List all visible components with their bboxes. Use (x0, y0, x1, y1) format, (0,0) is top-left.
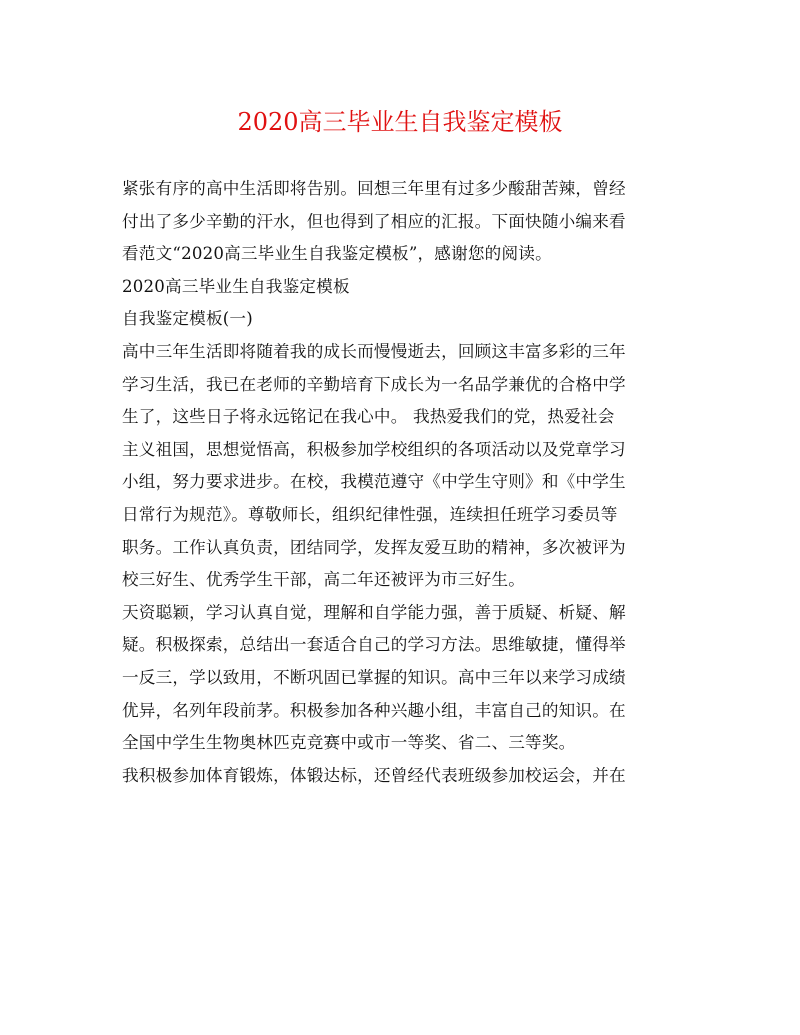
paragraph-line: 主义祖国，思想觉悟高，积极参加学校组织的各项活动以及党章学习 (122, 439, 626, 459)
paragraph-line: 生了，这些日子将永远铭记在我心中。 我热爱我们的党，热爱社会 (122, 407, 615, 427)
paragraph-line: 校三好生、优秀学生干部，高二年还被评为市三好生。 (122, 570, 526, 590)
paragraph-line: 学习生活，我已在老师的辛勤培育下成长为一名品学兼优的合格中学 (122, 374, 626, 394)
paragraph-line: 职务。工作认真负责，团结同学，发挥友爱互助的精神，多次被评为 (122, 537, 626, 557)
paragraph-line: 我积极参加体育锻炼，体锻达标，还曾经代表班级参加校运会，并在 (122, 765, 626, 785)
paragraph-line: 付出了多少辛勤的汗水，但也得到了相应的汇报。下面快随小编来看 (122, 211, 626, 231)
paragraph-line: 优异，名列年段前茅。积极参加各种兴趣小组，丰富自己的知识。在 (122, 700, 626, 720)
paragraph-line: 天资聪颖，学习认真自觉，理解和自学能力强，善于质疑、析疑、解 (122, 602, 626, 622)
paragraph-line: 日常行为规范》。尊敬师长，组织纪律性强，连续担任班学习委员等 (122, 504, 618, 524)
section-heading: 2020高三毕业生自我鉴定模板 (122, 276, 350, 296)
paragraph-line: 疑。积极探索，总结出一套适合自己的学习方法。思维敏捷，懂得举 (122, 635, 626, 655)
paragraph-line: 全国中学生生物奥林匹克竞赛中或市一等奖、省二、三等奖。 (122, 733, 576, 753)
paragraph-line: 一反三，学以致用，不断巩固已掌握的知识。高中三年以来学习成绩 (122, 667, 626, 687)
paragraph-line: 小组，努力要求进步。在校，我模范遵守《中学生守则》和《中学生 (122, 472, 626, 492)
paragraph-line: 看范文“2020高三毕业生自我鉴定模板”，感谢您的阅读。 (122, 244, 552, 264)
paragraph-line: 紧张有序的高中生活即将告别。回想三年里有过多少酸甜苦辣，曾经 (122, 179, 626, 198)
paragraph-line: 高中三年生活即将随着我的成长而慢慢逝去，回顾这丰富多彩的三年 (122, 341, 626, 361)
document-title: 2020高三毕业生自我鉴定模板 (237, 108, 563, 136)
subsection-heading: 自我鉴定模板(一) (122, 309, 253, 329)
document-body (122, 173, 682, 792)
